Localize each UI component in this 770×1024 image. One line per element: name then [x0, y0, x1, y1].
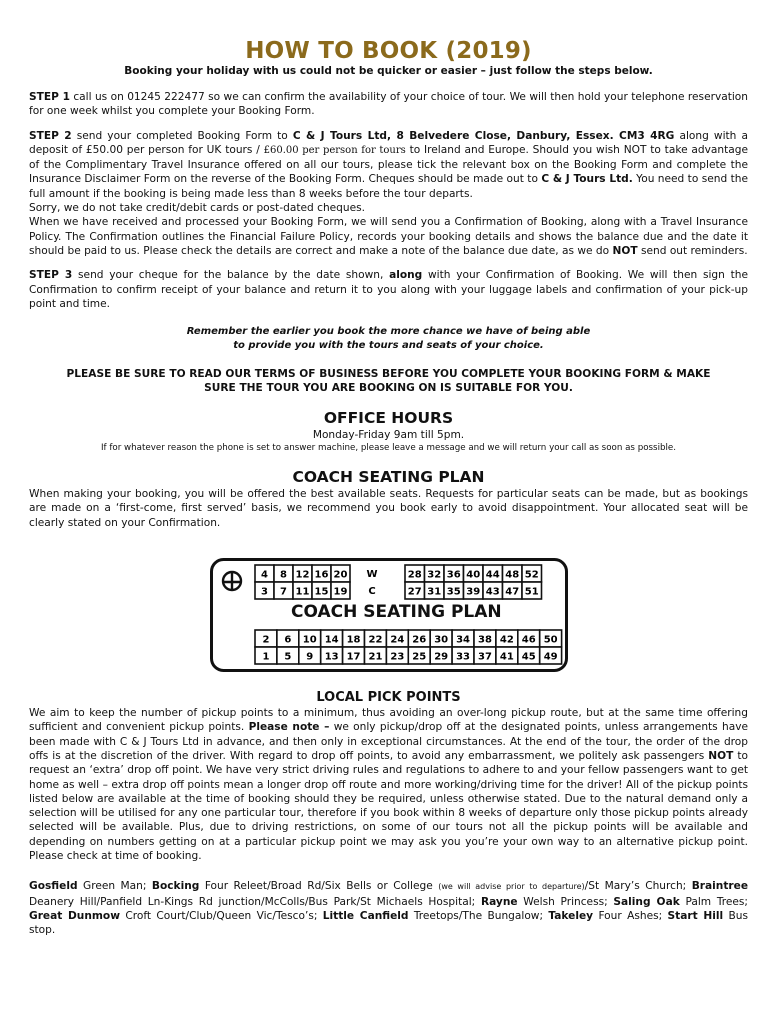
- seat-44: [483, 565, 503, 582]
- svg-text:15: 15: [314, 586, 329, 598]
- seat-25: [408, 647, 430, 664]
- seat-11: [293, 582, 312, 599]
- terms-line-1: PLEASE BE SURE TO READ OUR TERMS OF BUSINESS BEFORE YOU COMPLETE YOUR BOOKING FORM & MAKE: [66, 368, 711, 381]
- step-2-deposit-europe: £60.00 per person for tours: [263, 144, 406, 156]
- seat-33: [452, 647, 474, 664]
- svg-text:7: 7: [280, 586, 287, 598]
- seat-39: [464, 582, 484, 599]
- pickup-town: Gosfield: [29, 880, 78, 893]
- pickup-not: NOT: [708, 749, 734, 762]
- seat-21: [365, 647, 387, 664]
- remember-line-1: Remember the earlier you book the more chance we have of being able: [186, 326, 591, 338]
- seat-3: [255, 582, 274, 599]
- step-1: [29, 90, 748, 119]
- svg-text:33: 33: [456, 651, 471, 663]
- pickup-intro: We aim to keep the number of pickup points to a minimum, thus avoiding an over-long pickup route, but at the same time offering sufficient and convenient pickup points.: [29, 707, 748, 734]
- terms-warning: [29, 367, 748, 395]
- seat-23: [386, 647, 408, 664]
- svg-text:37: 37: [477, 651, 492, 663]
- remember-note: [29, 325, 748, 353]
- svg-text:49: 49: [543, 651, 558, 663]
- seat-30: [430, 630, 452, 647]
- seat-38: [474, 630, 496, 647]
- seat-42: [496, 630, 518, 647]
- step-3: [29, 268, 748, 311]
- pickup-locations: Welsh Princess;: [517, 895, 614, 908]
- seat-43: [483, 582, 503, 599]
- svg-text:29: 29: [434, 651, 449, 663]
- svg-text:42: 42: [499, 634, 514, 646]
- seating-plan-label: COACH SEATING PLAN: [291, 602, 502, 623]
- svg-text:27: 27: [407, 586, 422, 598]
- seat-47: [503, 582, 523, 599]
- seat-27: [405, 582, 425, 599]
- seat-16: [312, 565, 331, 582]
- svg-text:36: 36: [446, 569, 461, 581]
- pickup-locations: Bus stop.: [29, 909, 748, 937]
- seat-9: [299, 647, 321, 664]
- pickup-locations: (we will advise prior to departure): [438, 882, 585, 892]
- svg-text:4: 4: [261, 569, 268, 581]
- svg-text:3: 3: [261, 586, 268, 598]
- seat-8: [274, 565, 293, 582]
- svg-text:10: 10: [302, 634, 317, 646]
- svg-text:19: 19: [333, 586, 348, 598]
- page-subtitle: Booking your holiday with us could not be quicker or easier – just follow the steps below.: [124, 65, 653, 77]
- step-3-text-end: with your Confirmation of Booking. We will then sign the Confirmation to confirm receipt of your balance and return it to you along with your luggage labels and confirmation of your pick-up point and time.: [29, 269, 748, 310]
- seat-34: [452, 630, 474, 647]
- svg-text:34: 34: [456, 634, 471, 646]
- seat-51: [522, 582, 542, 599]
- seat-49: [540, 647, 562, 664]
- pickup-points-list: [29, 879, 748, 937]
- confirmation-text: When we have received and processed your Booking Form, we will send you a Confirmation of Booking, along with a Travel Insurance Policy. The Confirmation outlines the Financial Failure Policy, records your booking details and shows the balance due and the date it should be paid to us. Please check the details are correct and make a note of the balance due date, as we do: [29, 216, 748, 257]
- office-hours-heading: OFFICE HOURS: [323, 409, 454, 428]
- seat-13: [321, 647, 343, 664]
- seat-4: [255, 565, 274, 582]
- seat-17: [343, 647, 365, 664]
- pickup-locations: Croft Court/Club/Queen Vic/Tesco’s;: [119, 909, 323, 922]
- confirmation-reminders: send out reminders.: [637, 244, 748, 257]
- booking-page: [29, 38, 748, 938]
- pickup-locations: Four Releet/Broad Rd/Six Bells or College: [199, 880, 439, 893]
- svg-text:20: 20: [333, 569, 348, 581]
- seat-7: [274, 582, 293, 599]
- seat-2: [255, 630, 277, 647]
- svg-text:16: 16: [314, 569, 329, 581]
- seat-48: [503, 565, 523, 582]
- cheque-payee: C & J Tours Ltd.: [541, 173, 633, 186]
- seat-45: [518, 647, 540, 664]
- seat-28: [405, 565, 425, 582]
- seat-26: [408, 630, 430, 647]
- office-hours: Monday-Friday 9am till 5pm.: [312, 429, 465, 442]
- seat-19: [331, 582, 350, 599]
- svg-text:45: 45: [521, 651, 536, 663]
- svg-text:23: 23: [390, 651, 405, 663]
- pickup-locations: Four Ashes;: [593, 909, 668, 922]
- seating-plan-figure: [29, 546, 748, 684]
- confirmation-not: NOT: [612, 244, 638, 257]
- seat-46: [518, 630, 540, 647]
- svg-text:8: 8: [280, 569, 287, 581]
- svg-text:18: 18: [346, 634, 361, 646]
- answer-machine-note: If for whatever reason the phone is set to answer machine, please leave a message and we will return your call as soon as possible.: [100, 443, 677, 454]
- svg-text:1: 1: [262, 651, 270, 663]
- company-address: C & J Tours Ltd, 8 Belvedere Close, Danbury, Essex. CM3 4RG: [292, 129, 675, 142]
- remember-line-2: to provide you with the tours and seats of your choice.: [233, 340, 544, 352]
- pickup-text: [29, 706, 748, 863]
- page-title: HOW TO BOOK (2019): [245, 38, 532, 64]
- pickup-town: Braintree: [691, 880, 748, 893]
- seat-18: [343, 630, 365, 647]
- seat-29: [430, 647, 452, 664]
- pickup-town: Saling Oak: [613, 895, 680, 908]
- seat-14: [321, 630, 343, 647]
- svg-text:46: 46: [521, 634, 536, 646]
- pickup-town: Rayne: [480, 895, 518, 908]
- wc-label-top: W: [366, 569, 378, 581]
- confirmation-info: [29, 215, 748, 258]
- svg-text:14: 14: [324, 634, 339, 646]
- pickup-please-note: Please note –: [248, 721, 330, 734]
- svg-text:38: 38: [477, 634, 492, 646]
- svg-text:9: 9: [306, 651, 314, 663]
- svg-text:2: 2: [262, 634, 270, 646]
- pickup-rules: we only pickup/drop off at the designated points, unless arrangements have been made with C & J Tours Ltd in advance, and then only in exceptional circumstances. At the end of the tour, the order of the drop offs is at the discretion of the driver. With regard to drop off points, to avoid any embarrassment, we politely ask passengers: [29, 721, 748, 762]
- svg-text:30: 30: [434, 634, 449, 646]
- svg-text:11: 11: [295, 586, 310, 598]
- seating-heading: COACH SEATING PLAN: [292, 468, 485, 487]
- pickup-locations: Palm Trees;: [679, 895, 748, 908]
- seat-22: [365, 630, 387, 647]
- seat-10: [299, 630, 321, 647]
- step-3-label: STEP 3: [29, 269, 73, 282]
- pickup-town: Bocking: [151, 880, 200, 893]
- pickup-town: Little Canfield: [322, 909, 409, 922]
- step-3-along: along: [389, 269, 423, 282]
- terms-line-2: SURE THE TOUR YOU ARE BOOKING ON IS SUITABLE FOR YOU.: [204, 382, 573, 395]
- step-3-text: send your cheque for the balance by the date shown,: [72, 269, 390, 282]
- pickup-locations: Green Man;: [77, 880, 152, 893]
- step-2-insurance: to Ireland and Europe. Should you wish NOT to take advantage of the Complimentary Travel Insurance offered on all our tours, please tick the relevant box on the Booking Form and complete the Insurance Disclaimer Form on the reverse of the Booking Form. Cheques should be made out to: [29, 143, 748, 186]
- svg-text:13: 13: [324, 651, 339, 663]
- step-2-deposit: along with a deposit of £50.00 per person for UK tours /: [29, 129, 748, 156]
- step-2-label: STEP 2: [29, 129, 72, 142]
- seat-31: [425, 582, 445, 599]
- svg-text:5: 5: [284, 651, 292, 663]
- svg-text:26: 26: [412, 634, 427, 646]
- seat-20: [331, 565, 350, 582]
- step-1-text: call us on 01245 222477 so we can confirm the availability of your choice of tour. We will then hold your telephone reservation for one week whilst you complete your Booking Form.: [29, 91, 748, 118]
- svg-text:31: 31: [427, 586, 442, 598]
- svg-text:25: 25: [412, 651, 427, 663]
- svg-text:47: 47: [505, 586, 520, 598]
- pickup-details: to request an ‘extra’ drop off point. We have very strict driving rules and regulations to adhere to and your fellow passengers want to get home as well – extra drop off points mean a longer drop off route and more working/driving time for the driver! All of the pickup points listed below are available at the time of booking should they be required, unless otherwise stated. Due to the natural demand only a selection will be utilised for any one particular tour, therefore if you book within 8 weeks of departure only those pickup points already selected will be available. Plus, due to driving restrictions, on some of our tours not all the pickup points will be available and depending on numbers getting on at a particular pickup point we may ask you you’re your own way to an alternative pickup point. Please check at time of booking.: [29, 749, 748, 863]
- svg-text:40: 40: [466, 569, 481, 581]
- svg-text:50: 50: [543, 634, 558, 646]
- seat-32: [425, 565, 445, 582]
- svg-text:39: 39: [466, 586, 481, 598]
- seat-36: [444, 565, 464, 582]
- svg-text:52: 52: [524, 569, 539, 581]
- step-2: [29, 129, 748, 201]
- seating-text: When making your booking, you will be offered the best available seats. Requests for particular seats can be made, but as bookings are made on a ‘first-come, first served’ basis, we recommend you book early to avoid disappointment. Your allocated seat will be clearly stated on your Confirmation.: [29, 488, 748, 529]
- step-1-label: STEP 1: [29, 91, 70, 103]
- seat-40: [464, 565, 484, 582]
- pickup-heading: LOCAL PICK POINTS: [316, 690, 461, 706]
- seat-37: [474, 647, 496, 664]
- seat-50: [540, 630, 562, 647]
- seat-6: [277, 630, 299, 647]
- steering-wheel-icon: [223, 572, 241, 590]
- svg-text:21: 21: [368, 651, 383, 663]
- seat-12: [293, 565, 312, 582]
- svg-text:28: 28: [407, 569, 422, 581]
- pickup-town: Great Dunmow: [29, 909, 120, 922]
- wc-label-bottom: C: [368, 586, 376, 598]
- no-cards-notice: Sorry, we do not take credit/debit cards or post-dated cheques.: [29, 202, 366, 215]
- pickup-town: Takeley: [548, 909, 594, 922]
- svg-text:43: 43: [485, 586, 500, 598]
- svg-text:22: 22: [368, 634, 383, 646]
- svg-text:44: 44: [485, 569, 500, 581]
- seat-41: [496, 647, 518, 664]
- step-2-full-amount: You need to send the full amount if the booking is being made less than 8 weeks before the tour departs.: [29, 173, 748, 200]
- svg-text:48: 48: [505, 569, 520, 581]
- seat-52: [522, 565, 542, 582]
- svg-text:17: 17: [346, 651, 361, 663]
- svg-text:35: 35: [446, 586, 461, 598]
- coach-seating-plan: [210, 558, 568, 672]
- svg-text:12: 12: [295, 569, 310, 581]
- pickup-town: Start Hill: [667, 909, 724, 922]
- seat-15: [312, 582, 331, 599]
- pickup-locations: Deanery Hill/Panfield Ln-Kings Rd junction/McColls/Bus Park/St Michaels Hospital;: [29, 895, 481, 908]
- svg-text:41: 41: [499, 651, 514, 663]
- seat-35: [444, 582, 464, 599]
- seat-5: [277, 647, 299, 664]
- svg-text:6: 6: [284, 634, 292, 646]
- pickup-locations: Treetops/The Bungalow;: [408, 909, 549, 922]
- seat-24: [386, 630, 408, 647]
- svg-text:51: 51: [524, 586, 539, 598]
- svg-text:32: 32: [427, 569, 442, 581]
- seat-1: [255, 647, 277, 664]
- pickup-locations: /St Mary’s Church;: [584, 880, 692, 893]
- svg-text:24: 24: [390, 634, 405, 646]
- step-2-text: send your completed Booking Form to: [71, 129, 293, 142]
